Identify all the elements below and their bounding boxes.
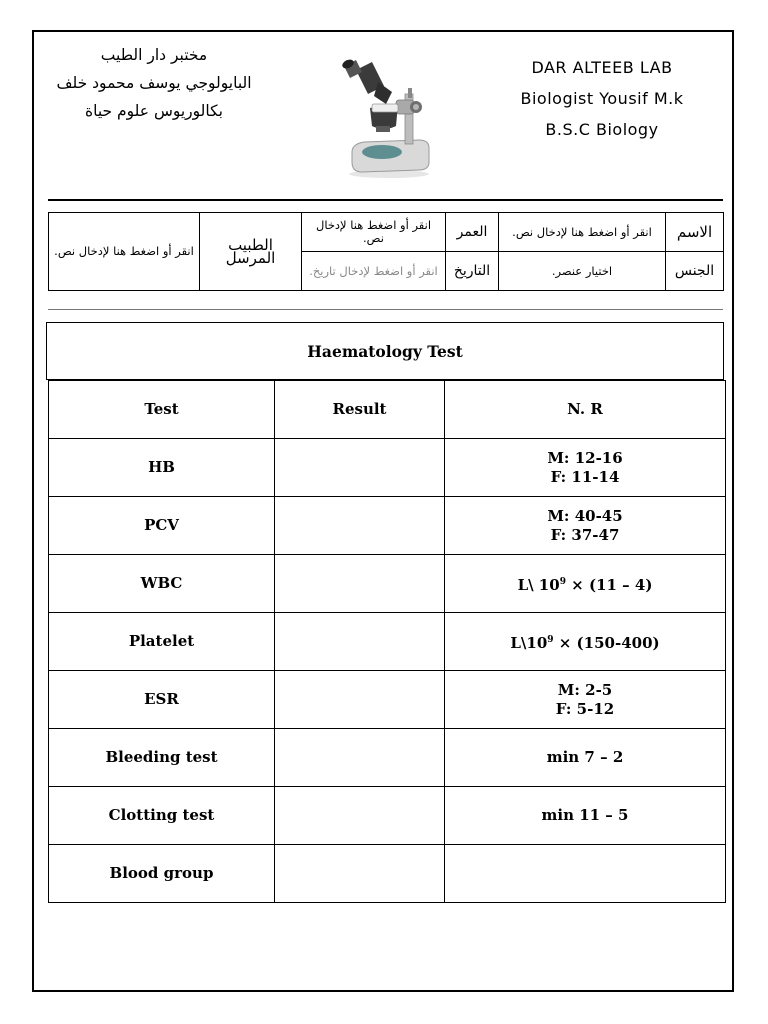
normal-range-line: F: 11-14 — [550, 467, 620, 486]
unit-exponent: 9 — [547, 634, 554, 645]
normal-range-line: M: 40-45 — [547, 506, 623, 525]
lab-header-arabic — [44, 44, 264, 128]
result-cell[interactable] — [275, 613, 445, 671]
table-row — [49, 439, 726, 497]
age-field[interactable]: انقر أو اضغط هنا لإدخال نص. — [302, 213, 446, 252]
table-header-row — [49, 381, 726, 439]
table-row — [49, 497, 726, 555]
normal-range — [445, 671, 726, 729]
table-row — [49, 671, 726, 729]
unit-text: L\10 — [510, 633, 548, 652]
column-header-test: Test — [49, 381, 275, 439]
result-cell[interactable] — [275, 671, 445, 729]
test-name: PCV — [49, 497, 275, 555]
lab-name-arabic: مختبر دار الطيب — [100, 46, 208, 64]
result-cell[interactable] — [275, 787, 445, 845]
normal-range-line: M: 12-16 — [547, 448, 623, 467]
table-row — [49, 787, 726, 845]
test-name: Clotting test — [49, 787, 275, 845]
column-header-result: Result — [275, 381, 445, 439]
table-row — [49, 555, 726, 613]
age-label: العمر — [446, 213, 499, 252]
unit-exponent: 9 — [559, 576, 566, 587]
range-text: × (150-400) — [553, 633, 660, 652]
table-row — [49, 845, 726, 903]
normal-range-line: F: 5-12 — [555, 699, 615, 718]
report-title-text: Haematology Test — [307, 341, 463, 361]
gender-label: الجنس — [666, 252, 724, 291]
normal-range — [445, 497, 726, 555]
normal-range: min 7 – 2 — [445, 729, 726, 787]
unit-text: L\ 10 — [517, 575, 560, 594]
biologist-name-arabic: البايولوجي يوسف محمود خلف — [56, 74, 252, 92]
test-name: Platelet — [49, 613, 275, 671]
patient-info-table — [48, 212, 724, 291]
lab-header-english — [492, 52, 712, 145]
normal-range — [445, 613, 726, 671]
doctor-label: الطبيب المرسل — [200, 213, 302, 291]
normal-range — [445, 555, 726, 613]
result-cell[interactable] — [275, 555, 445, 613]
test-name: Blood group — [49, 845, 275, 903]
degree-arabic: بكالوريوس علوم حياة — [85, 102, 223, 120]
normal-range-line: F: 37-47 — [550, 525, 620, 544]
test-name: HB — [49, 439, 275, 497]
degree-english: B.S.C Biology — [545, 120, 659, 139]
normal-range: min 11 – 5 — [445, 787, 726, 845]
microscope-icon — [334, 52, 444, 182]
lab-name-english: DAR ALTEEB LAB — [531, 58, 673, 77]
name-field[interactable]: انقر أو اضغط هنا لإدخال نص. — [499, 213, 666, 252]
test-name: WBC — [49, 555, 275, 613]
column-header-normal-range: N. R — [445, 381, 726, 439]
table-row — [49, 729, 726, 787]
test-name: ESR — [49, 671, 275, 729]
normal-range-line: M: 2-5 — [557, 680, 613, 699]
info-divider — [48, 309, 723, 310]
normal-range — [445, 439, 726, 497]
report-page — [32, 30, 734, 992]
date-label: التاريخ — [446, 252, 499, 291]
name-label: الاسم — [666, 213, 724, 252]
gender-select[interactable]: اختيار عنصر. — [499, 252, 666, 291]
result-cell[interactable] — [275, 729, 445, 787]
result-cell[interactable] — [275, 497, 445, 555]
result-cell[interactable] — [275, 845, 445, 903]
header-divider — [48, 199, 723, 201]
haematology-table — [48, 380, 726, 903]
doctor-field[interactable]: انقر أو اضغط هنا لإدخال نص. — [49, 213, 200, 291]
test-name: Bleeding test — [49, 729, 275, 787]
biologist-name-english: Biologist Yousif M.k — [520, 89, 684, 108]
table-row — [49, 613, 726, 671]
result-cell[interactable] — [275, 439, 445, 497]
range-text: × (11 – 4) — [565, 575, 653, 594]
report-title — [46, 322, 724, 380]
date-picker[interactable]: انقر أو اضغط لإدخال تاريخ. — [302, 252, 446, 291]
normal-range — [445, 845, 726, 903]
